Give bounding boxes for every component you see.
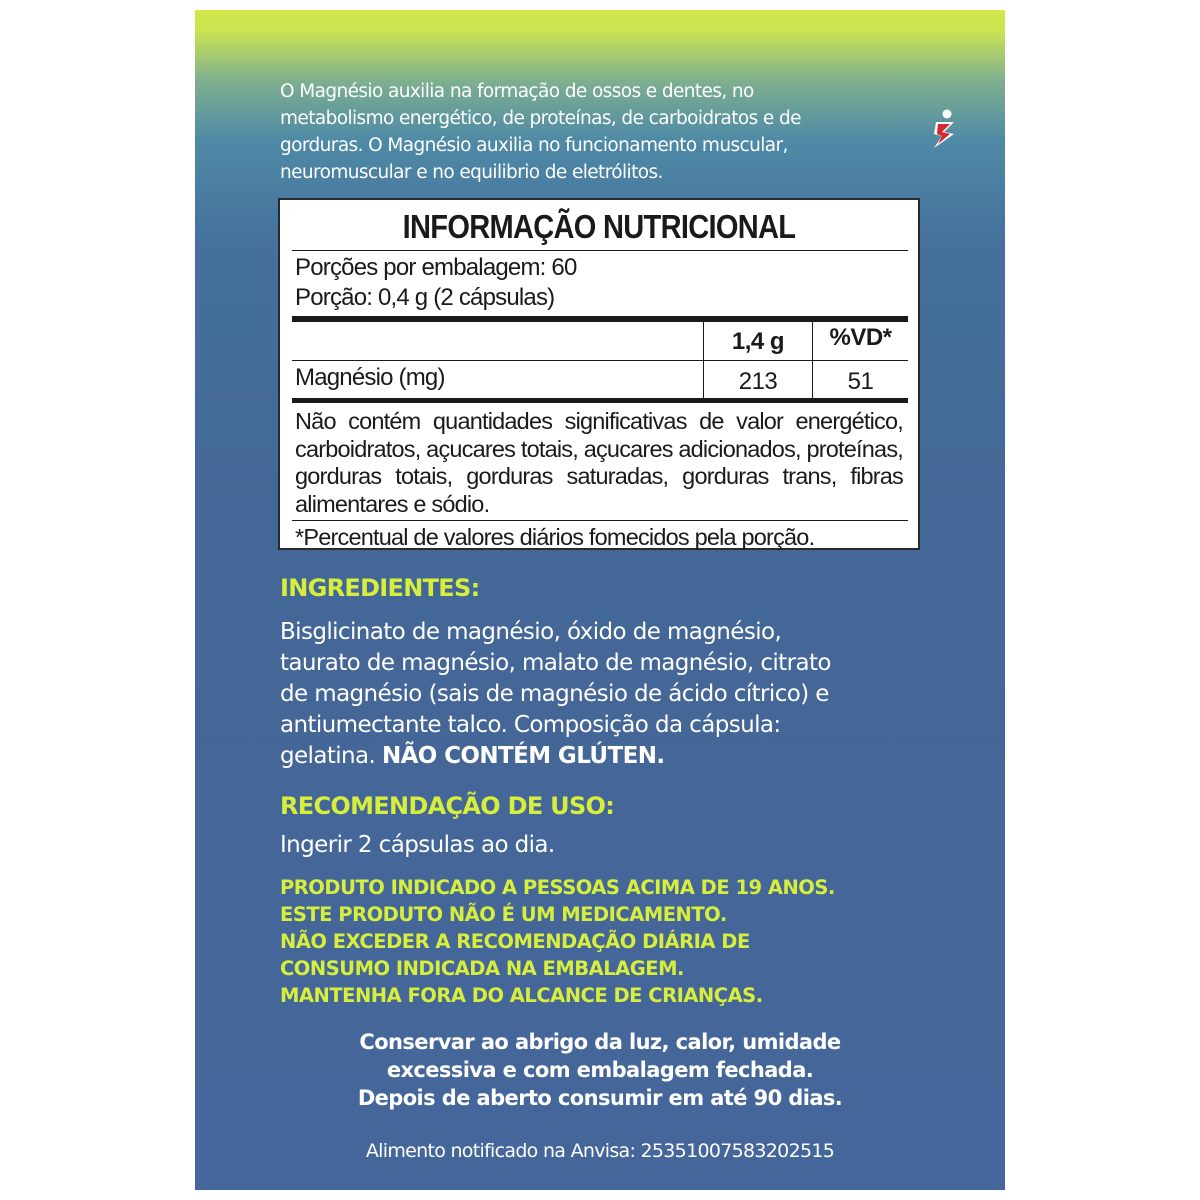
warning-line: PRODUTO INDICADO A PESSOAS ACIMA DE 19 ANOS.	[280, 876, 835, 899]
usage-text: Ingerir 2 cápsulas ao dia.	[280, 832, 555, 858]
divider	[292, 250, 908, 251]
servings-per-package: Porções por embalagem: 60	[295, 254, 577, 281]
storage-line: excessiva e com embalagem fechada.	[386, 1058, 814, 1082]
nutrition-footnote: *Percentual de valores diários fomecidos pela porção.	[295, 524, 815, 550]
divider	[292, 520, 908, 521]
usage-heading: RECOMENDAÇÃO DE USO:	[280, 792, 615, 820]
label-panel	[195, 10, 1005, 1190]
warning-line: MANTENHA FORA DO ALCANCE DE CRIANÇAS.	[280, 984, 763, 1007]
gluten-free-statement: NÃO CONTÉM GLÚTEN.	[381, 743, 665, 769]
nutrient-name: Magnésio (mg)	[295, 364, 445, 391]
claim-line: metabolismo energético, de proteínas, de carboidratos e de	[280, 108, 801, 129]
storage-line: Conservar ao abrigo da luz, calor, umidade	[359, 1030, 841, 1054]
ingredients-line	[280, 741, 920, 772]
anvisa-notice: Alimento notificado na Anvisa: 25351007583202515	[365, 1140, 835, 1162]
claim-line: neuromuscular e no equilibrio de eletrólitos.	[280, 162, 663, 183]
storage-instructions	[195, 1028, 1005, 1112]
warning-line: ESTE PRODUTO NÃO É UM MEDICAMENTO.	[280, 903, 727, 926]
warning-line: NÃO EXCEDER A RECOMENDAÇÃO DIÁRIA DE	[280, 930, 750, 953]
magnesium-claim-text	[280, 78, 930, 186]
nutrition-facts-table	[278, 198, 920, 550]
ingredients-line-prefix: gelatina.	[280, 743, 382, 769]
nutrient-dv: 51	[847, 368, 874, 395]
warnings-block	[280, 874, 920, 1009]
divider	[292, 360, 908, 361]
magnesium-claim-icon	[930, 108, 958, 152]
dv-column-header: %VD*	[829, 324, 892, 351]
nutrition-title: INFORMAÇÃO NUTRICIONAL	[402, 208, 796, 245]
claim-line: gorduras. O Magnésio auxilia no funcionamento muscular,	[280, 135, 788, 156]
nutrient-amount: 213	[738, 368, 778, 395]
ingredients-line: antiumectante talco. Composição da cápsula:	[280, 712, 781, 738]
ingredients-line: taurato de magnésio, malato de magnésio, citrato	[280, 650, 831, 676]
serving-size: Porção: 0,4 g (2 cápsulas)	[295, 284, 555, 311]
thick-divider	[292, 316, 908, 322]
storage-line: Depois de aberto consumir em até 90 dias.	[357, 1086, 843, 1110]
ingredients-text	[280, 617, 920, 772]
ingredients-line: de magnésio (sais de magnésio de ácido cítrico) e	[280, 681, 829, 707]
ingredients-heading: INGREDIENTES:	[280, 574, 480, 602]
amount-column-header: 1,4 g	[731, 328, 785, 355]
claim-line: O Magnésio auxilia na formação de ossos e dentes, no	[280, 81, 754, 102]
warning-line: CONSUMO INDICADA NA EMBALAGEM.	[280, 957, 684, 980]
thick-divider	[292, 398, 908, 403]
ingredients-line: Bisglicinato de magnésio, óxido de magnésio,	[280, 619, 782, 645]
nutrition-disclaimer: Não contém quantidades significativas de valor energético, carboidratos, açucares totais, açucares adicionados, proteínas, gorduras totais, gorduras saturadas, gorduras trans, fibras alimentares e sódio.	[295, 408, 903, 517]
